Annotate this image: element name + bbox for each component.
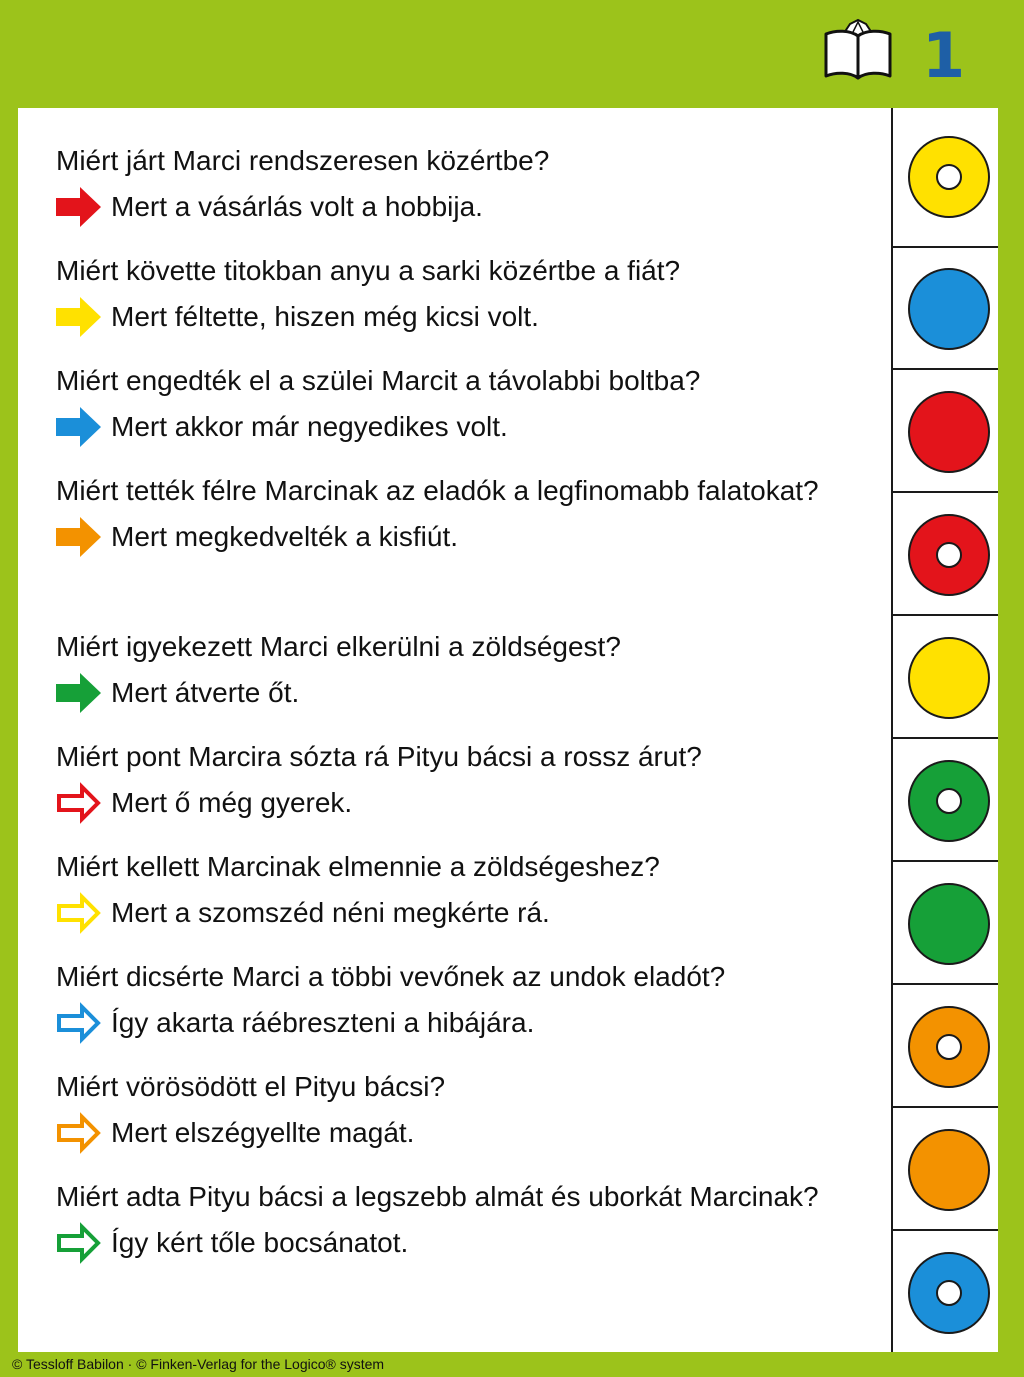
question-text: Miért követte titokban anyu a sarki közértbe a fiát? (56, 255, 681, 286)
dot-hole (936, 788, 962, 814)
answer-text: Mert elszégyellte magát. (111, 1117, 415, 1148)
ring-dot-icon (908, 514, 990, 596)
answer-row (56, 780, 876, 826)
question-text: Miért engedték el a szülei Marcit a távolabbi boltba? (56, 365, 701, 396)
answer-dot-cell (893, 368, 998, 491)
answer-dot-cell (893, 1229, 998, 1352)
question-text: Miért dicsérte Marci a többi vevőnek az undok eladót? (56, 961, 726, 992)
arrow-right-icon (56, 1111, 102, 1155)
answer-dot-cell (893, 246, 998, 368)
answer-dot-cell (893, 491, 998, 614)
dot-hole (936, 1280, 962, 1306)
dot-hole (936, 1034, 962, 1060)
question-block (56, 734, 876, 826)
answer-text: Mert a vásárlás volt a hobbija. (111, 191, 483, 222)
answer-text: Így kért tőle bocsánatot. (111, 1227, 409, 1258)
question-block (56, 138, 876, 230)
answer-dot-cell (893, 983, 998, 1106)
ring-dot-icon (908, 1006, 990, 1088)
question-block (56, 1174, 876, 1266)
answer-row (56, 670, 876, 716)
question-text: Miért járt Marci rendszeresen közértbe? (56, 145, 550, 176)
page-number: 1 (922, 19, 966, 92)
answer-text: Mert megkedvelték a kisfiút. (111, 521, 459, 552)
question-block (56, 1064, 876, 1156)
question-block (56, 358, 876, 450)
answer-dot-cell (893, 860, 998, 983)
arrow-right-icon (56, 781, 102, 825)
solid-dot-icon (908, 883, 990, 965)
answer-row (56, 1000, 876, 1046)
answer-text: Mert átverte őt. (111, 677, 300, 708)
arrow-right-icon (56, 185, 102, 229)
ring-dot-icon (908, 1252, 990, 1334)
arrow-right-icon (56, 891, 102, 935)
arrow-right-icon (56, 295, 102, 339)
answer-text: Így akarta ráébreszteni a hibájára. (111, 1007, 535, 1038)
arrow-right-icon (56, 405, 102, 449)
question-text: Miért vörösödött el Pityu bácsi? (56, 1071, 446, 1102)
solid-dot-icon (908, 1129, 990, 1211)
question-card (18, 108, 998, 1352)
answer-text: Mert akkor már negyedikes volt. (111, 411, 508, 442)
copyright-footer: © Tessloff Babilon · © Finken-Verlag for the Logico® system (12, 1356, 385, 1372)
answer-row (56, 184, 876, 230)
solid-dot-icon (908, 391, 990, 473)
dot-hole (936, 164, 962, 190)
question-text: Miért adta Pityu bácsi a legszebb almát és uborkát Marcinak? (56, 1181, 819, 1212)
answer-dot-cell (893, 108, 998, 246)
answer-text: Mert ő még gyerek. (111, 787, 353, 818)
arrow-right-icon (56, 1221, 102, 1265)
answer-row (56, 404, 876, 450)
question-text: Miért igyekezett Marci elkerülni a zöldségest? (56, 631, 621, 662)
solid-dot-icon (908, 268, 990, 350)
answer-row (56, 1110, 876, 1156)
answer-dot-cell (893, 1106, 998, 1229)
answer-text: Mert féltette, hiszen még kicsi volt. (111, 301, 539, 332)
question-block (56, 844, 876, 936)
question-text: Miért kellett Marcinak elmennie a zöldségeshez? (56, 851, 660, 882)
answer-text: Mert a szomszéd néni megkérte rá. (111, 897, 550, 928)
ring-dot-icon (908, 760, 990, 842)
solid-dot-icon (908, 637, 990, 719)
answer-dot-cell (893, 737, 998, 860)
open-book-icon (822, 16, 894, 84)
answer-row (56, 1220, 876, 1266)
arrow-right-icon (56, 515, 102, 559)
dot-hole (936, 542, 962, 568)
answer-row (56, 514, 876, 560)
question-block (56, 624, 876, 716)
answer-row (56, 890, 876, 936)
answer-dot-cell (893, 614, 998, 737)
question-block (56, 954, 876, 1046)
question-text: Miért tették félre Marcinak az eladók a legfinomabb falatokat? (56, 475, 819, 506)
question-block (56, 248, 876, 340)
question-text: Miért pont Marcira sózta rá Pityu bácsi a rossz árut? (56, 741, 702, 772)
ring-dot-icon (908, 136, 990, 218)
arrow-right-icon (56, 671, 102, 715)
answer-row (56, 294, 876, 340)
arrow-right-icon (56, 1001, 102, 1045)
question-block (56, 468, 876, 560)
